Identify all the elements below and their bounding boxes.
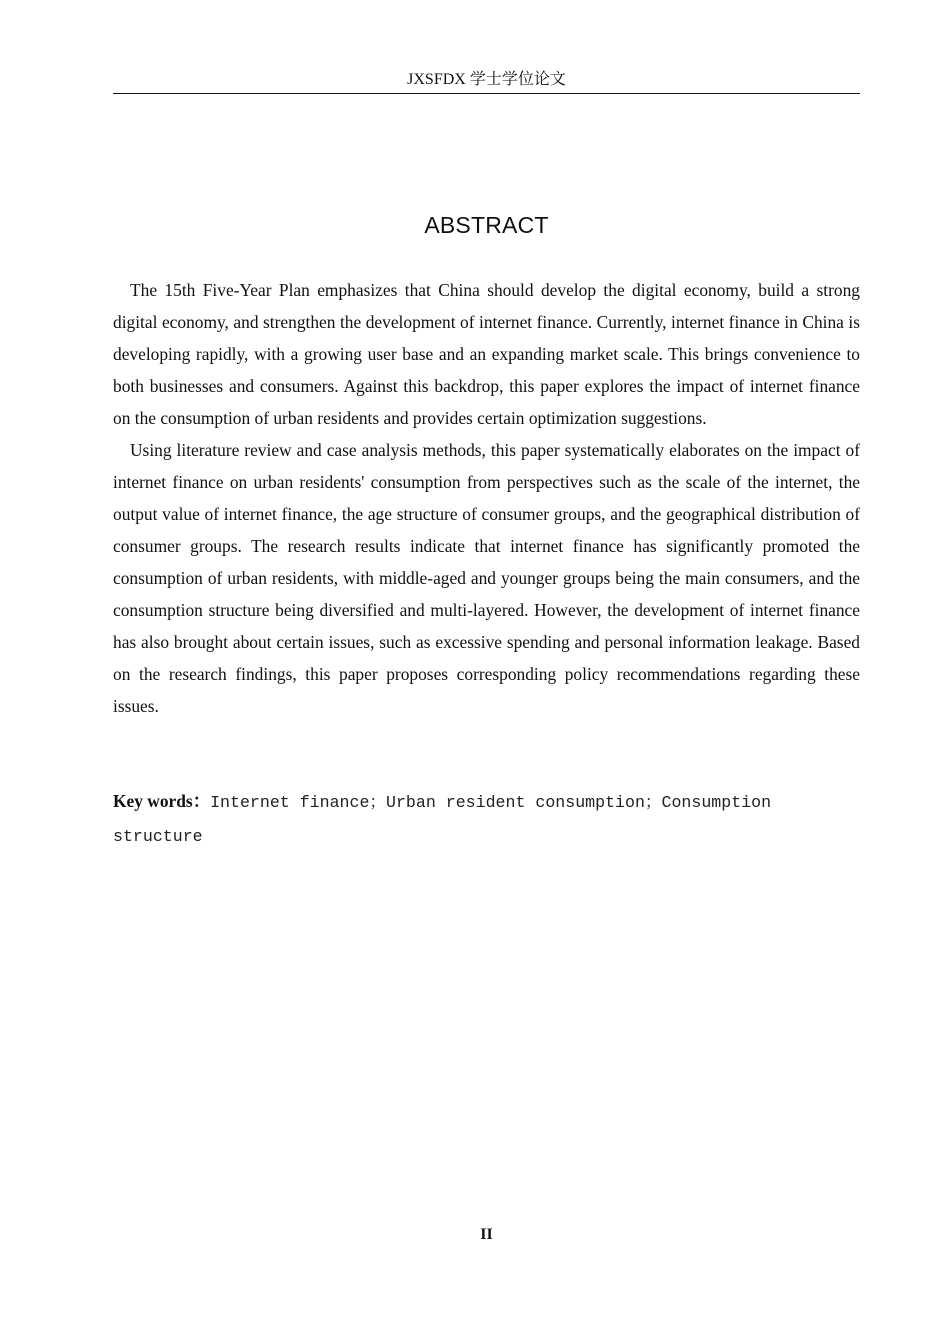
header-rule xyxy=(113,93,860,94)
page-number: II xyxy=(480,1226,493,1243)
keywords-list: Internet finance；Urban resident consumption；Consumption structure xyxy=(113,793,772,846)
keywords-label: Key words： xyxy=(113,791,211,811)
keywords xyxy=(113,785,793,853)
abstract-title: ABSTRACT xyxy=(424,212,549,238)
abstract-paragraph-1: The 15th Five-Year Plan emphasizes that China should develop the digital economy, build a strong digital economy, and strengthen the development of internet finance. Currently, internet finance in China is developing rapidly, with a growing user base and an expanding market scale. This brings convenience to both businesses and consumers. Against this backdrop, this paper explores the impact of internet finance on the consumption of urban residents and provides certain optimization suggestions. xyxy=(113,280,860,428)
abstract-paragraph-2: Using literature review and case analysis methods, this paper systematically elaborates on the impact of internet finance on urban residents' consumption from perspectives such as the scale of the internet, the output value of internet finance, the age structure of consumer groups, and the geographical distribution of consumer groups. The research results indicate that internet finance has significantly promoted the consumption of urban residents, with middle-aged and younger groups being the main consumers, and the consumption structure being diversified and multi-layered. However, the development of internet finance has also brought about certain issues, such as excessive spending and personal information leakage. Based on the research findings, this paper proposes corresponding policy recommendations regarding these issues. xyxy=(113,440,860,716)
abstract-body xyxy=(113,274,860,722)
running-header: JXSFDX 学士学位论文 xyxy=(407,71,566,88)
